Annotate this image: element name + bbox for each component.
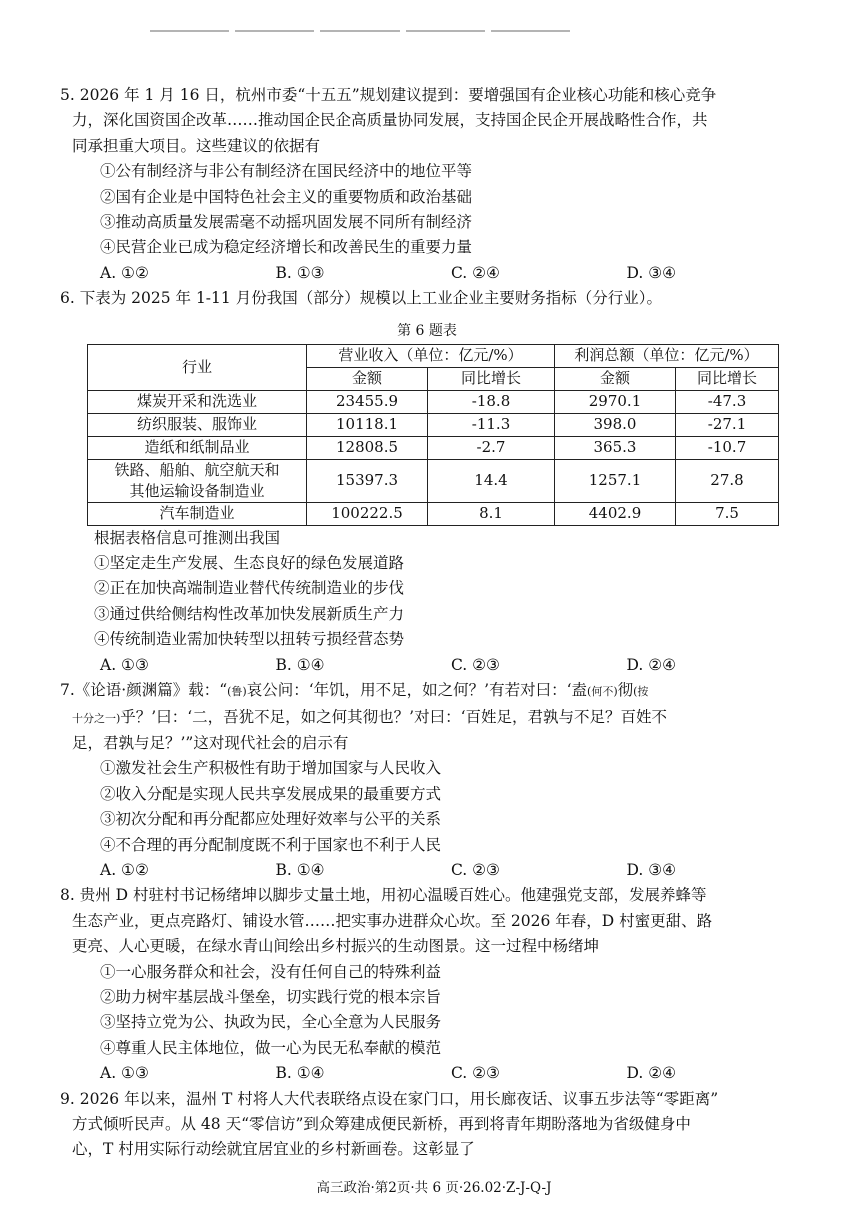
q8-item-1: ①一心服务群众和社会，没有任何自己的特殊利益 <box>100 962 442 981</box>
q7-option-d: D. ③④ <box>626 860 677 879</box>
q5-option-b: B. ①③ <box>275 263 325 282</box>
q7-stem-line-1 <box>60 678 802 704</box>
row-revenue: 15397.3 <box>307 459 428 502</box>
row-revenue-growth: -11.3 <box>428 413 555 436</box>
row-profit-growth: -27.1 <box>676 413 779 436</box>
row-industry-line-2: 其他运输设备制造业 <box>129 481 265 500</box>
q8-item-4: ④尊重人民主体地位，做一心为民无私奉献的模范 <box>100 1038 442 1057</box>
row-revenue-growth: -2.7 <box>428 436 555 459</box>
q7-item-2: ②收入分配是实现人民共享发展成果的最重要方式 <box>100 784 442 803</box>
q8-option-c: C. ②③ <box>451 1064 500 1083</box>
q8-stem-line-2: 生态产业，更点亮路灯、铺设水管……把实事办进群众心坎。至 2026 年春，D 村蜜更甜、路 <box>72 911 713 930</box>
q5-options <box>72 261 802 286</box>
q8-option-b: B. ①④ <box>275 1064 325 1083</box>
row-revenue: 10118.1 <box>307 413 428 436</box>
q8-option-d: D. ②④ <box>626 1064 677 1083</box>
q6-item-2: ②正在加快高端制造业替代传统制造业的步伐 <box>94 579 405 598</box>
q6-options <box>72 653 802 678</box>
row-profit: 365.3 <box>555 436 676 459</box>
header-revenue: 营业收入（单位：亿元/%） <box>307 344 555 367</box>
q9-stem-line-3: 心，T 村用实际行动绘就宜居宜业的乡村新画卷。这彰显了 <box>72 1140 475 1159</box>
q5-option-d: D. ③④ <box>626 263 677 282</box>
header-profit: 利润总额（单位：亿元/%） <box>555 344 779 367</box>
q7-option-a: A. ①② <box>100 860 149 879</box>
table-row <box>88 459 779 502</box>
q7-stem-line-2 <box>72 705 802 731</box>
row-profit-growth: 27.8 <box>676 459 779 502</box>
q8-item-3: ③坚持立党为公、执政为民，全心全意为人民服务 <box>100 1013 442 1032</box>
row-revenue: 100222.5 <box>307 502 428 525</box>
table-row <box>88 413 779 436</box>
q5-item-3: ③推动高质量发展需毫不动摇巩固发展不同所有制经济 <box>100 213 473 232</box>
q6-item-3: ③通过供给侧结构性改革加快发展新质生产力 <box>94 604 405 623</box>
q7-note-3: (按 <box>633 685 649 699</box>
header-profit-amount: 金额 <box>555 367 676 390</box>
row-industry: 纺织服装、服饰业 <box>88 413 307 436</box>
row-revenue: 23455.9 <box>307 390 428 413</box>
q6-option-b: B. ①④ <box>275 655 325 674</box>
row-revenue: 12808.5 <box>307 436 428 459</box>
q7-option-b: B. ①④ <box>275 860 325 879</box>
row-profit-growth: -10.7 <box>676 436 779 459</box>
q7-text-1: 7.《论语·颜渊篇》载：“ <box>60 681 228 700</box>
q6-option-d: D. ②④ <box>626 655 677 674</box>
row-profit-growth: 7.5 <box>676 502 779 525</box>
q7-note-1: (鲁) <box>227 685 247 699</box>
q6-item-1: ①坚定走生产发展、生态良好的绿色发展道路 <box>94 554 405 573</box>
q5-stem-line-3: 同承担重大项目。这些建议的依据有 <box>72 136 321 155</box>
q6-lead: 根据表格信息可推测出我国 <box>94 528 281 547</box>
row-industry: 造纸和纸制品业 <box>88 436 307 459</box>
header-industry: 行业 <box>88 344 307 390</box>
question-7 <box>60 678 802 883</box>
q8-stem-line-3: 更亮、人心更暖，在绿水青山间绘出乡村振兴的生动图景。这一过程中杨绪坤 <box>72 937 600 956</box>
q5-item-2: ②国有企业是中国特色社会主义的重要物质和政治基础 <box>100 187 473 206</box>
q5-option-c: C. ②④ <box>451 263 500 282</box>
q5-option-a: A. ①② <box>100 263 149 282</box>
q5-item-4: ④民营企业已成为稳定经济增长和改善民生的重要力量 <box>100 238 473 257</box>
q6-financial-table <box>87 344 779 526</box>
page-footer: 高三政治·第2页·共 6 页·26.02·Z-J-Q-J <box>316 1180 552 1196</box>
header-revenue-growth: 同比增长 <box>428 367 555 390</box>
q8-options <box>72 1061 802 1086</box>
row-profit: 2970.1 <box>555 390 676 413</box>
row-revenue-growth: 8.1 <box>428 502 555 525</box>
q7-item-4: ④不合理的再分配制度既不利于国家也不利于人民 <box>100 835 442 854</box>
q9-stem-line-2: 方式倾听民声。从 48 天“零信访”到众筹建成便民新桥，再到将青年期盼落地为省级健身中 <box>72 1115 691 1133</box>
q6-stem: 6. 下表为 2025 年 1-11 月份我国（部分）规模以上工业企业主要财务指标（分行业）。 <box>60 289 662 308</box>
table-row <box>88 390 779 413</box>
q5-stem-line-2: 力，深化国资国企改革……推动国企民企高质量协同发展，支持国企民企开展战略性合作，共 <box>72 111 708 130</box>
row-industry: 煤炭开采和洗选业 <box>88 390 307 413</box>
header-profit-growth: 同比增长 <box>676 367 779 390</box>
q6-option-a: A. ①③ <box>100 655 149 674</box>
table-header-row <box>88 344 779 367</box>
q8-option-a: A. ①③ <box>100 1064 149 1083</box>
q7-note-4: 十分之一) <box>72 711 121 725</box>
row-revenue-growth: 14.4 <box>428 459 555 502</box>
q7-text-2: 哀公问：‘年饥，用不足，如之何？’有若对曰：‘盍 <box>246 681 588 700</box>
question-8 <box>60 883 802 1086</box>
q7-stem-line-3: 足，君孰与足？’”这对现代社会的启示有 <box>72 733 349 752</box>
q6-item-4: ④传统制造业需加快转型以扭转亏损经营态势 <box>94 630 405 649</box>
q5-item-1: ①公有制经济与非公有制经济在国民经济中的地位平等 <box>100 162 473 181</box>
q8-item-2: ②助力树牢基层战斗堡垒，切实践行党的根本宗旨 <box>100 987 442 1006</box>
row-profit: 1257.1 <box>555 459 676 502</box>
q9-stem-line-1: 9. 2026 年以来，温州 T 村将人大代表联络点设在家门口，用长廊夜话、议事五步法等“零距离” <box>60 1089 719 1108</box>
q7-item-3: ③初次分配和再分配都应处理好效率与公平的关系 <box>100 810 442 829</box>
row-profit-growth: -47.3 <box>676 390 779 413</box>
row-profit: 4402.9 <box>555 502 676 525</box>
row-revenue-growth: -18.8 <box>428 390 555 413</box>
q5-stem-line-1: 5. 2026 年 1 月 16 日，杭州市委“十五五”规划建议提到：要增强国有企业核心功能和核心竞争 <box>60 86 717 104</box>
row-industry <box>88 459 307 502</box>
question-6 <box>60 286 802 678</box>
row-industry-line-1: 铁路、船舶、航空航天和 <box>114 460 280 479</box>
table-row <box>88 436 779 459</box>
q7-note-2: (何不) <box>587 685 618 699</box>
page-content <box>60 83 802 1163</box>
q7-text-3: 彻 <box>617 681 634 700</box>
question-9 <box>60 1087 802 1163</box>
q7-item-1: ①激发社会生产积极性有助于增加国家与人民收入 <box>100 759 442 778</box>
q6-table-caption: 第 6 题表 <box>397 322 457 339</box>
q8-stem-line-1: 8. 贵州 D 村驻村书记杨绪坤以脚步丈量土地，用初心温暖百姓心。他建强党支部，发展养蜂等 <box>60 886 707 905</box>
q7-text-4: 乎？’曰：‘二，吾犹不足，如之何其彻也？’对曰：‘百姓足，君孰与不足？百姓不 <box>120 707 668 726</box>
q7-option-c: C. ②③ <box>451 860 500 879</box>
cropped-header-remnant <box>150 30 570 36</box>
row-industry: 汽车制造业 <box>88 502 307 525</box>
q7-options <box>72 858 802 883</box>
q6-option-c: C. ②③ <box>451 655 500 674</box>
row-profit: 398.0 <box>555 413 676 436</box>
table-row <box>88 502 779 525</box>
question-5 <box>60 83 802 286</box>
header-revenue-amount: 金额 <box>307 367 428 390</box>
